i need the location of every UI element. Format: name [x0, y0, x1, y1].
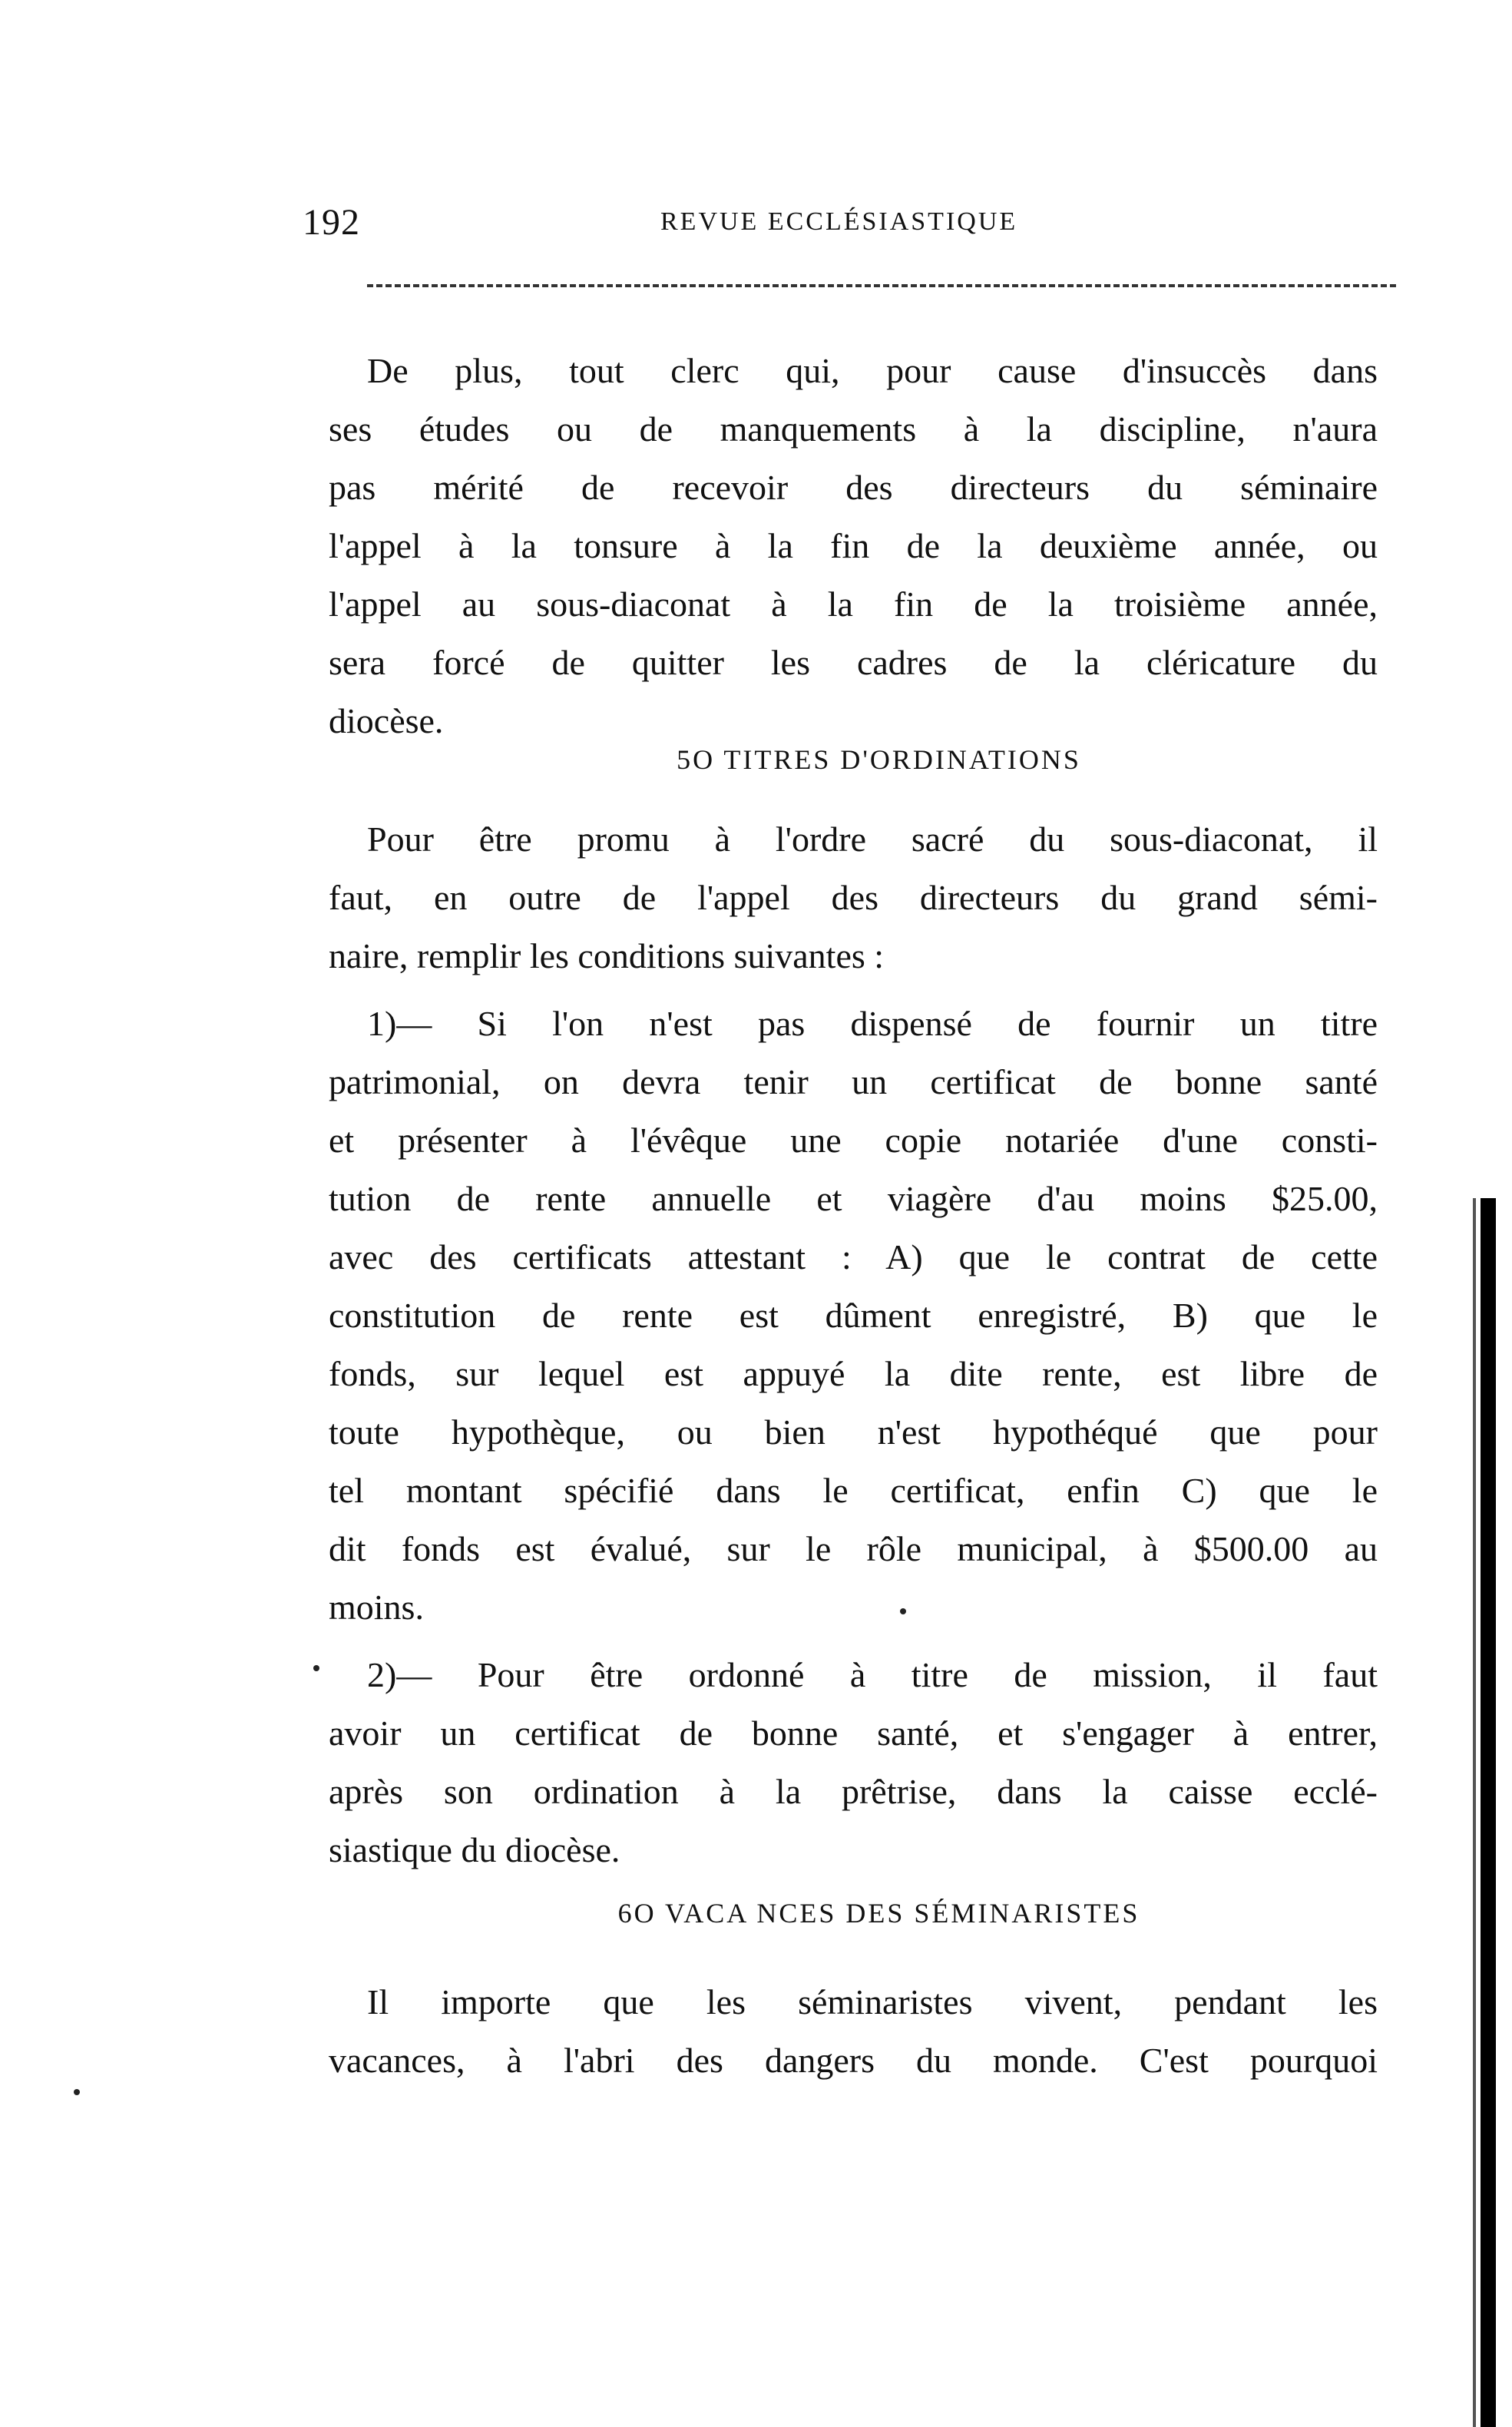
paragraph-5-line: vacances, à l'abri des dangers du monde. C'est pourquoi — [329, 2041, 1378, 2080]
paragraph-1-line: sera forcé de quitter les cadres de la cléricature du — [329, 643, 1378, 682]
running-title: REVUE ECCLÉSIASTIQUE — [660, 207, 1018, 236]
paragraph-4-line: avoir un certificat de bonne santé, et s'engager à entrer, — [329, 1713, 1378, 1753]
paragraph-3-line: toute hypothèque, ou bien n'est hypothéqué que pour — [329, 1412, 1378, 1452]
paragraph-2-line: Pour être promu à l'ordre sacré du sous-diaconat, il — [367, 819, 1378, 859]
paragraph-3-line: tel montant spécifié dans le certificat, enfin C) que le — [329, 1471, 1378, 1510]
paragraph-2-line: faut, en outre de l'appel des directeurs du grand sémi- — [329, 878, 1378, 917]
scan-edge — [1481, 1198, 1496, 2427]
section-6-title: 6O VACA NCES DES SÉMINARISTES — [617, 1898, 1140, 1929]
paragraph-3-line: moins. — [329, 1588, 424, 1627]
paragraph-4-line: 2)— Pour être ordonné à titre de mission, il faut — [367, 1655, 1378, 1694]
paragraph-5-line: Il importe que les séminaristes vivent, pendant les — [367, 1982, 1378, 2021]
section-5-title: 5O TITRES D'ORDINATIONS — [677, 744, 1081, 775]
paragraph-3-line: et présenter à l'évêque une copie notariée d'une consti- — [329, 1121, 1378, 1160]
paragraph-3-line: dit fonds est évalué, sur le rôle municipal, à $500.00 au — [329, 1529, 1378, 1568]
ink-speck — [313, 1665, 319, 1671]
paragraph-1-line: l'appel au sous-diaconat à la fin de la troisième année, — [329, 584, 1378, 624]
paragraph-3-line: 1)— Si l'on n'est pas dispensé de fournir un titre — [367, 1004, 1378, 1043]
paragraph-4-line: après son ordination à la prêtrise, dans la caisse ecclé- — [329, 1772, 1378, 1811]
paragraph-1-line: l'appel à la tonsure à la fin de la deuxième année, ou — [329, 526, 1378, 565]
paragraph-3-line: fonds, sur lequel est appuyé la dite rente, est libre de — [329, 1354, 1378, 1393]
paragraph-2-line: naire, remplir les conditions suivantes : — [329, 936, 885, 975]
paragraph-1-line: ses études ou de manquements à la discipline, n'aura — [329, 409, 1378, 449]
paragraph-1-line: De plus, tout clerc qui, pour cause d'insuccès dans — [367, 351, 1378, 390]
paragraph-3-line: constitution de rente est dûment enregistré, B) que le — [329, 1296, 1378, 1335]
paragraph-1-line: diocèse. — [329, 701, 444, 740]
paragraph-3-line: patrimonial, on devra tenir un certificat de bonne santé — [329, 1062, 1378, 1101]
paragraph-3-line: avec des certificats attestant : A) que le contrat de cette — [329, 1237, 1378, 1276]
paragraph-3-line: tution de rente annuelle et viagère d'au moins $25.00, — [329, 1179, 1378, 1218]
header-rule — [367, 284, 1396, 287]
paragraph-4-line: siastique du diocèse. — [329, 1830, 620, 1869]
ink-speck — [74, 2089, 80, 2095]
scan-edge-shadow — [1473, 1198, 1476, 2427]
page-number: 192 — [303, 202, 360, 243]
paragraph-1-line: pas mérité de recevoir des directeurs du séminaire — [329, 468, 1378, 507]
ink-speck — [900, 1608, 906, 1614]
